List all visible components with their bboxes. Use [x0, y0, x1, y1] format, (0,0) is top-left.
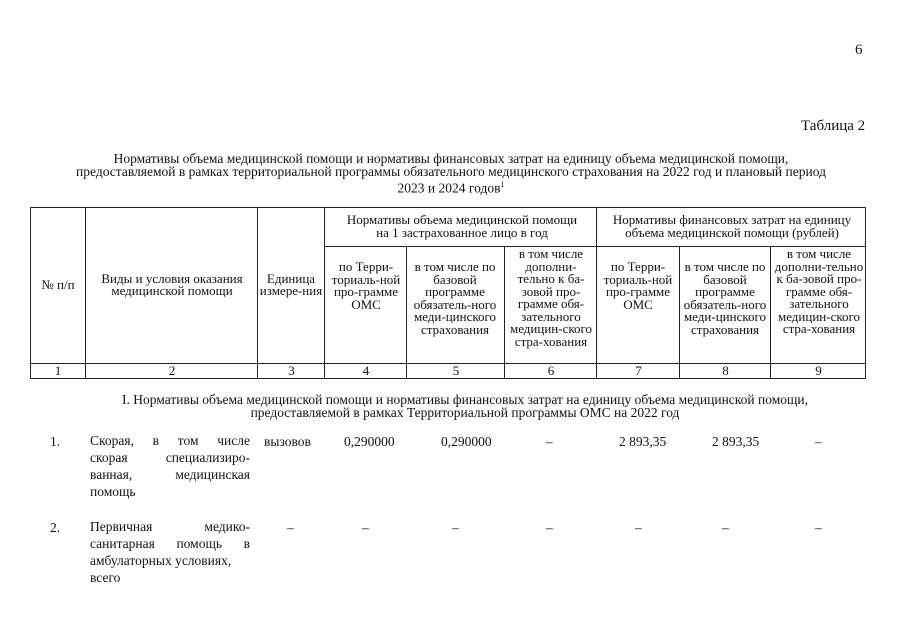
- col-number-9: 9: [815, 363, 822, 379]
- header-sub-territorial-volume: по Терри-ториаль-ной про-грамме ОМС: [331, 259, 401, 312]
- title-line-3: 2023 и 2024 годов$^1$: [397, 180, 505, 196]
- title-line-2: предоставляемой в рамках территориальной программы обязательного медицинского страхования на 2022 год и плановый период: [76, 164, 826, 179]
- col-number-7: 7: [635, 363, 642, 379]
- row-value-8: –: [722, 520, 729, 535]
- row-value-5: –: [452, 520, 459, 535]
- row-number: 1.: [50, 434, 61, 449]
- header-table: [30, 207, 866, 379]
- page-number: 6: [855, 42, 863, 58]
- row-unit: –: [287, 520, 294, 535]
- header-sub-additional-volume: в том числе дополни-тельно к ба-зовой про-грамме обя-зательного медицин-ского стра-хования: [509, 246, 593, 349]
- header-sub-additional-finance: в том числе дополни-тельно к ба-зовой про-грамме обя-зательного медицин-ского стра-хования: [774, 246, 864, 336]
- header-group-volume: Нормативы объема медицинской помощи на 1 застрахованное лицо в год: [346, 212, 578, 240]
- row-value-6: –: [546, 434, 553, 449]
- row-value-4: –: [362, 520, 369, 535]
- row-number: 2.: [50, 520, 61, 535]
- col-number-5: 5: [452, 363, 460, 379]
- row-description-line: ванная, медицинская: [90, 467, 250, 482]
- header-sub-basic-finance: в том числе по базовой программе обязатель-ного меди-цинского страхования: [683, 259, 767, 337]
- col-number-8: 8: [722, 363, 729, 379]
- row-description-line: помощь: [90, 484, 136, 499]
- row-value-7: 2 893,35: [619, 434, 667, 449]
- row-value-4: 0,290000: [344, 434, 395, 449]
- row-description: [90, 432, 250, 500]
- row-description: [90, 518, 250, 586]
- row-unit: вызовов: [264, 434, 311, 449]
- col-number-2: 2: [168, 363, 176, 379]
- header-col-num: № п/п: [41, 276, 75, 292]
- header-col-types: Виды и условия оказания медицинской помощи: [101, 270, 243, 298]
- header-sub-basic-volume: в том числе по базовой программе обязатель-ного меди-цинского страхования: [413, 259, 497, 337]
- col-number-1: 1: [54, 363, 62, 379]
- header-sub-territorial-finance: по Терри-ториаль-ной про-грамме ОМС: [603, 259, 673, 312]
- section-title-line-2: предоставляемой в рамках Территориальной программы ОМС на 2022 год: [250, 405, 680, 420]
- row-value-9: –: [815, 520, 822, 535]
- row-description-line: скорая специализиро-: [90, 450, 250, 465]
- row-description-line: амбулаторных условиях,: [90, 553, 232, 568]
- row-description-line: Скорая, в том числе: [90, 433, 250, 448]
- document-title: [30, 152, 872, 195]
- header-col-unit: Единица измере-ния: [259, 270, 323, 298]
- row-value-9: –: [815, 434, 822, 449]
- row-value-6: –: [546, 520, 553, 535]
- header-group-finance: Нормативы финансовых затрат на единицу объема медицинской помощи (рублей): [612, 212, 852, 240]
- row-value-5: 0,290000: [441, 434, 492, 449]
- row-description-line: Первичная медико-: [90, 519, 250, 534]
- row-description-line: всего: [90, 570, 121, 585]
- col-number-3: 3: [288, 363, 295, 379]
- section-title: [55, 393, 875, 419]
- footnote-mark: 1: [500, 180, 505, 189]
- row-value-7: –: [635, 520, 642, 535]
- row-value-8: 2 893,35: [712, 434, 760, 449]
- table-label: Таблица 2: [801, 118, 866, 134]
- title-line-1: Нормативы объема медицинской помощи и нормативы финансовых затрат на единицу объема медицинской помощи,: [113, 151, 789, 166]
- col-number-6: 6: [547, 363, 555, 379]
- row-description-line: санитарная помощь в: [90, 536, 250, 551]
- col-number-4: 4: [362, 363, 370, 379]
- section-title-line-1: I. Нормативы объема медицинской помощи и нормативы финансовых затрат на единицу объема медицинской помощи,: [121, 392, 809, 407]
